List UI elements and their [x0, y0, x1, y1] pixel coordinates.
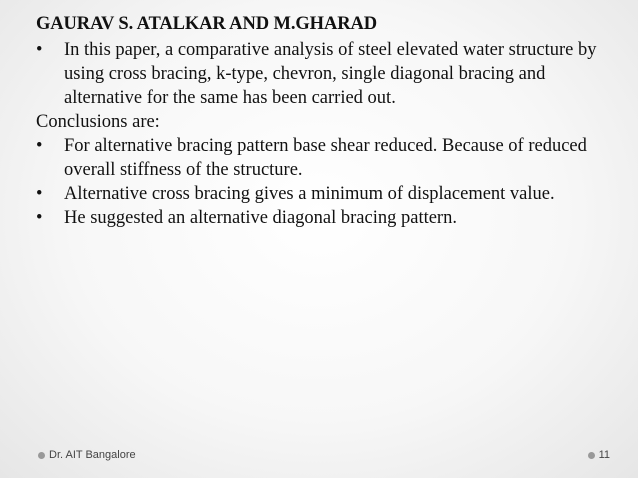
bullet-marker: •	[36, 40, 43, 60]
bullet-text: He suggested an alternative diagonal bracing pattern.	[64, 208, 457, 228]
footer-right	[588, 449, 610, 461]
conclusion-item	[36, 182, 606, 206]
slide-content	[36, 12, 606, 230]
slide-heading: GAURAV S. ATALKAR AND M.GHARAD	[36, 14, 377, 34]
footer-dot-icon	[588, 452, 595, 459]
footer-dot-icon	[38, 452, 45, 459]
bullet-marker: •	[36, 184, 43, 204]
conclusion-item	[36, 206, 606, 230]
intro-bullet	[36, 38, 606, 110]
bullet-text: In this paper, a comparative analysis of steel elevated water structure by using cross bracing, k-type, chevron, single diagonal bracing and alternative for the same has been carried out.	[64, 40, 597, 108]
bullet-marker: •	[36, 136, 43, 156]
conclusion-item	[36, 134, 606, 182]
page-number: 11	[598, 449, 610, 461]
bullet-text: Alternative cross bracing gives a minimum of displacement value.	[64, 184, 555, 204]
bullet-text: For alternative bracing pattern base shear reduced. Because of reduced overall stiffness of the structure.	[64, 136, 587, 180]
conclusions-label: Conclusions are:	[36, 112, 160, 132]
bullet-marker: •	[36, 208, 43, 228]
footer-left	[38, 449, 136, 461]
footer-institution: Dr. AIT Bangalore	[49, 449, 136, 461]
